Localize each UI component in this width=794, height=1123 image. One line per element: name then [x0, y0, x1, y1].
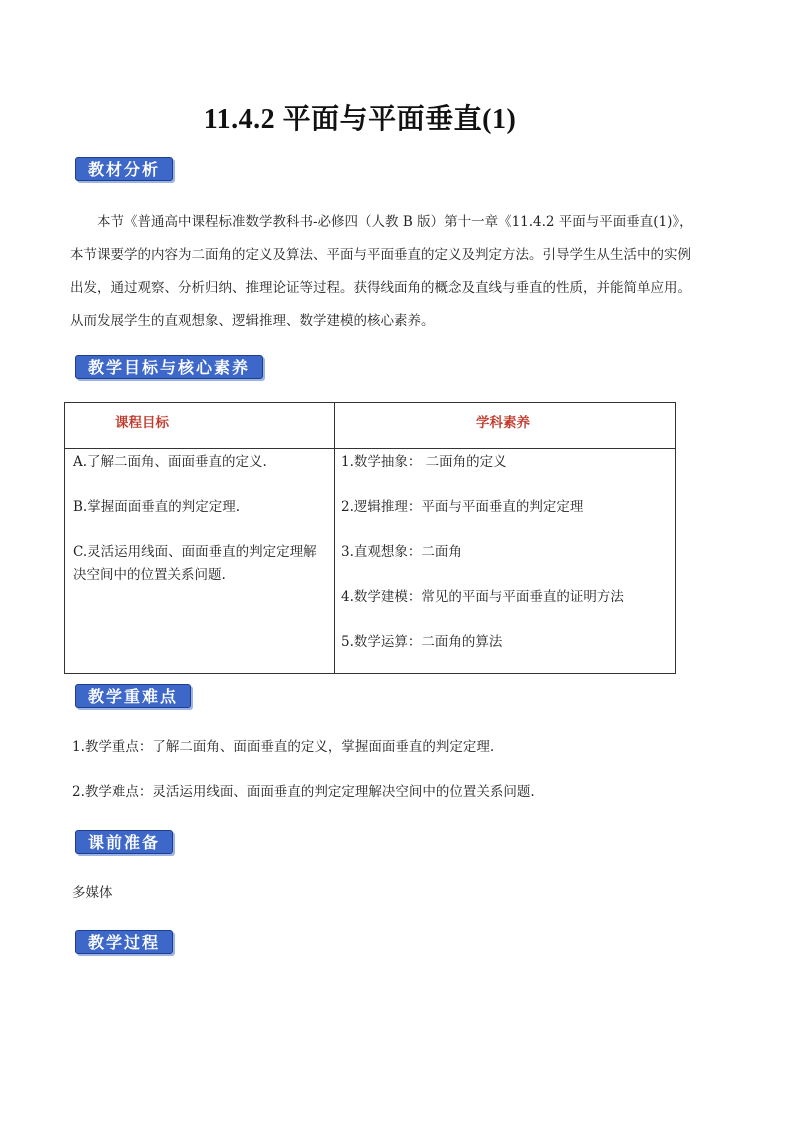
goals-table [64, 402, 676, 674]
table-header-course-goals: 课程目标 [115, 415, 169, 431]
section-heading-goals: 教学目标与核心素养 [75, 355, 263, 379]
section-heading-preparation: 课前准备 [75, 830, 173, 854]
section-heading-key-points: 教学重难点 [75, 684, 191, 708]
course-goal-item: C.灵活运用线面、面面垂直的判定定理解决空间中的位置关系问题. [73, 544, 317, 583]
course-goal-item: A.了解二面角、面面垂直的定义. [73, 454, 267, 470]
literacy-item: 4.数学建模：常见的平面与平面垂直的证明方法 [341, 589, 624, 605]
literacy-item: 3.直观想象：二面角 [341, 544, 462, 560]
section-heading-process: 教学过程 [75, 930, 173, 954]
difficulty-item: 2.教学难点：灵活运用线面、面面垂直的判定定理解决空间中的位置关系问题. [72, 784, 535, 800]
key-point-item: 1.教学重点：了解二面角、面面垂直的定义，掌握面面垂直的判定定理. [72, 739, 495, 755]
literacy-item: 2.逻辑推理：平面与平面垂直的判定定理 [341, 499, 584, 515]
analysis-paragraph [70, 206, 720, 338]
page-title: 11.4.2 平面与平面垂直(1) [203, 104, 517, 135]
analysis-line: 从而发展学生的直观想象、逻辑推理、数学建模的核心素养。 [70, 313, 435, 329]
table-column-divider [334, 403, 335, 673]
literacy-item: 1.数学抽象： 二面角的定义 [341, 454, 507, 470]
analysis-line: 本节课要学的内容为二面角的定义及算法、平面与平面垂直的定义及判定方法。引导学生从生活中的实例 [70, 247, 691, 263]
section-heading-analysis: 教材分析 [75, 157, 173, 181]
course-goals-cell [73, 451, 329, 609]
table-header-literacy: 学科素养 [476, 415, 530, 431]
literacy-item: 5.数学运算：二面角的算法 [341, 634, 503, 650]
course-goal-item: B.掌握面面垂直的判定定理. [73, 499, 241, 515]
preparation-text: 多媒体 [72, 885, 113, 901]
analysis-line: 本节《普通高中课程标准数学教科书-必修四（人教 B 版）第十一章《11.4.2 平面与平面垂直(1)》， [97, 214, 693, 230]
analysis-line: 出发，通过观察、分析归纳、推理论证等过程。获得线面角的概念及直线与垂直的性质，并能简单应用。 [70, 280, 691, 296]
table-header-divider [65, 448, 675, 449]
literacy-cell [341, 451, 671, 676]
